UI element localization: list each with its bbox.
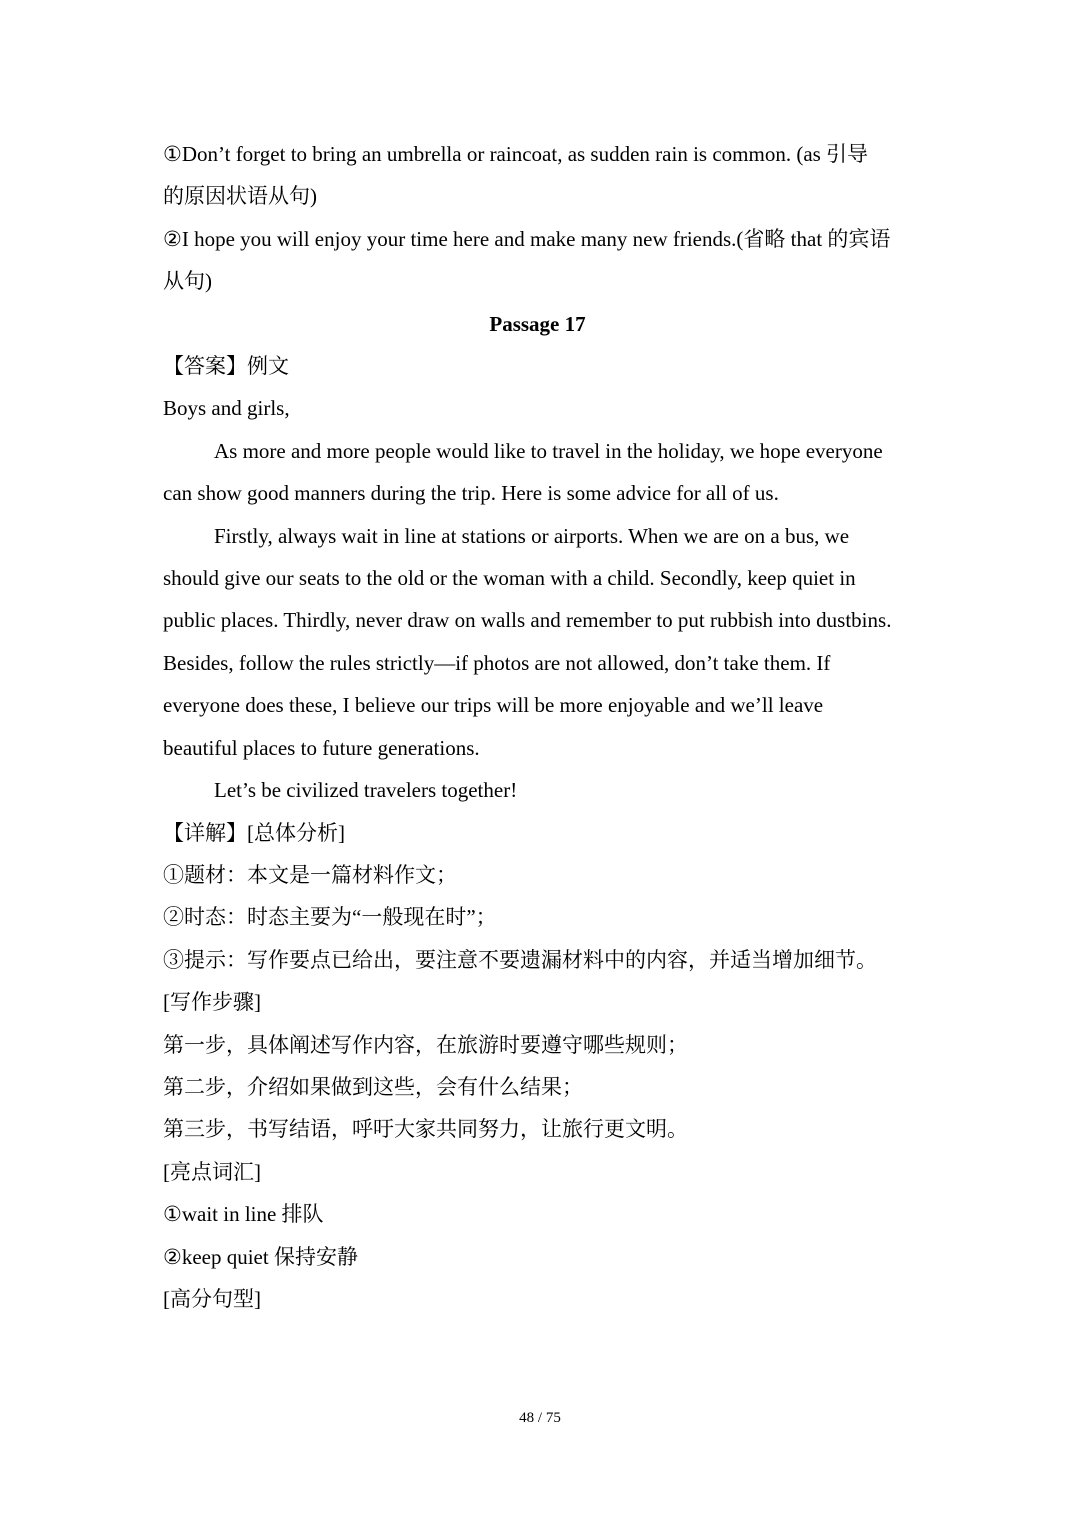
essay-closing: Let’s be civilized travelers together!	[214, 778, 518, 803]
essay-line: everyone does these, I believe our trips will be more enjoyable and we’ll leave	[163, 693, 824, 718]
essay-line: Firstly, always wait in line at stations or airports. When we are on a bus, we	[214, 523, 850, 548]
essay-line: public places. Thirdly, never draw on walls and remember to put rubbish into dustbins.	[163, 608, 892, 633]
vocabulary-item: ②keep quiet 保持安静	[163, 1244, 358, 1269]
essay-greeting: Boys and girls,	[163, 396, 290, 421]
essay-line: can show good manners during the trip. Here is some advice for all of us.	[163, 481, 779, 506]
writing-steps-heading: [写作步骤]	[163, 990, 261, 1015]
writing-step: 第三步，书写结语，呼吁大家共同努力，让旅行更文明。	[163, 1117, 688, 1142]
analysis-heading: 【详解】[总体分析]	[163, 820, 345, 845]
analysis-item: ②时态：时态主要为“一般现在时”；	[163, 905, 497, 930]
essay-line: As more and more people would like to travel in the holiday, we hope everyone	[214, 438, 883, 463]
analysis-item: ③提示：写作要点已给出，要注意不要遗漏材料中的内容，并适当增加细节。	[163, 947, 877, 972]
sentence-note-1-line-1: ①Don’t forget to bring an umbrella or raincoat, as sudden rain is common. (as 引导	[163, 142, 869, 166]
vocabulary-heading: [亮点词汇]	[163, 1159, 261, 1184]
essay-line: Besides, follow the rules strictly—if photos are not allowed, don’t take them. If	[163, 650, 831, 675]
sentence-note-2-line-2: 从句)	[163, 269, 212, 294]
sentence-patterns-heading: [高分句型]	[163, 1286, 261, 1311]
passage-title: Passage 17	[489, 311, 586, 336]
writing-step: 第二步，介绍如果做到这些，会有什么结果；	[163, 1074, 583, 1099]
answer-heading: 【答案】例文	[163, 354, 289, 379]
essay-line: should give our seats to the old or the woman with a child. Secondly, keep quiet in	[163, 566, 856, 591]
analysis-item: ①题材：本文是一篇材料作文；	[163, 862, 457, 887]
page-content	[163, 133, 928, 1320]
sentence-note-2-line-1: ②I hope you will enjoy your time here and make many new friends.(省略 that 的宾语	[163, 226, 891, 251]
essay-line: beautiful places to future generations.	[163, 735, 480, 760]
sentence-note-1-line-2: 的原因状语从句)	[163, 184, 317, 209]
page-number: 48 / 75	[519, 1410, 561, 1426]
vocabulary-item: ①wait in line 排队	[163, 1202, 324, 1227]
writing-step: 第一步，具体阐述写作内容，在旅游时要遵守哪些规则；	[163, 1032, 688, 1057]
